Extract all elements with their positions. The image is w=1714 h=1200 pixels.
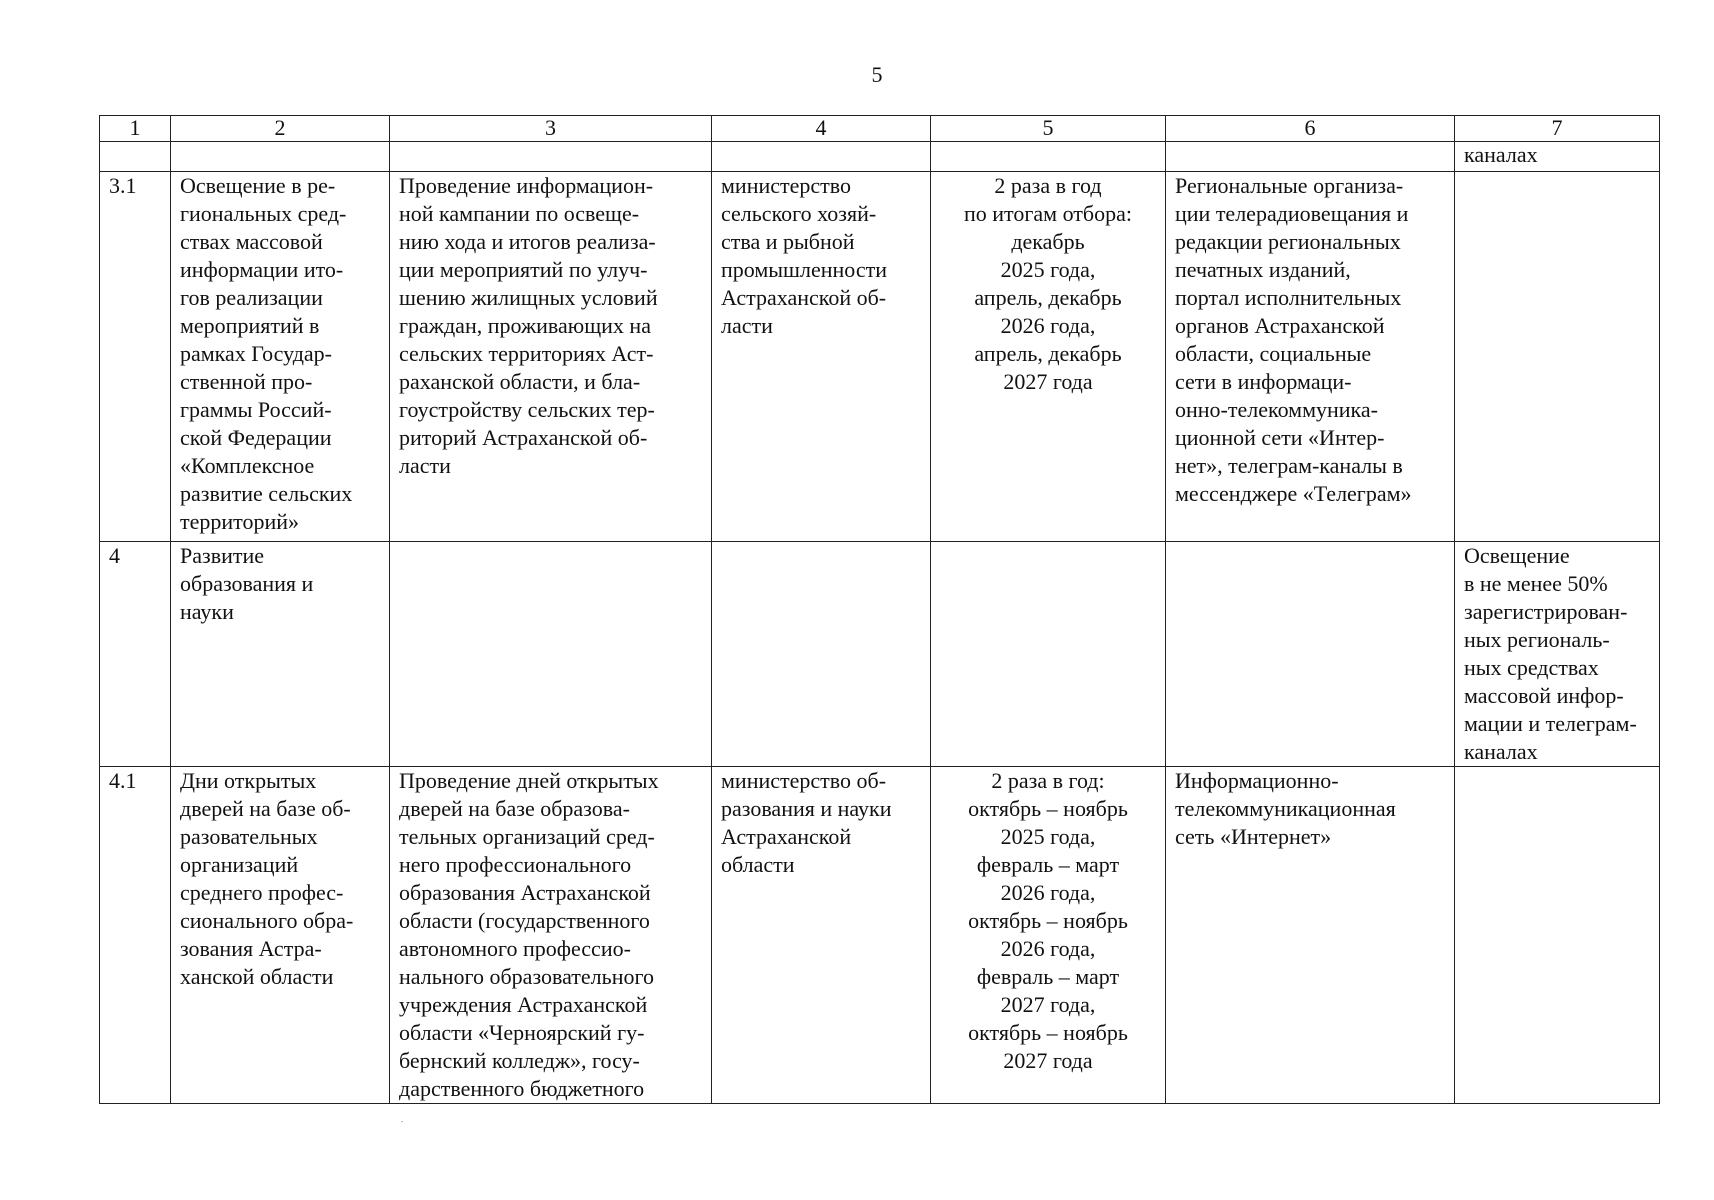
column-number-row <box>100 116 1660 142</box>
column-number: 5 <box>931 116 1166 142</box>
table-row <box>100 542 1660 767</box>
empty-cell <box>931 142 1166 172</box>
information-channels: Региональные организа- ции телерадиовещания и редакции региональных печатных изданий, портал исполнительных органов Астраханской области, социальные сети в информаци- онно-телекоммуника- ционной сети «Интер- нет», телеграм-каналы в мессенджере «Телеграм» <box>1166 172 1455 542</box>
responsible-body <box>712 542 931 767</box>
empty-cell <box>100 142 171 172</box>
continuation-text: каналах <box>1455 142 1660 172</box>
column-number: 7 <box>1455 116 1660 142</box>
responsible-body: министерство сельского хозяй- ства и рыбной промышленности Астраханской об- ласти <box>712 172 931 542</box>
schedule: 2 раза в год: октябрь – ноябрь 2025 года, февраль – март 2026 года, октябрь – ноябрь 2026 года, февраль – март 2027 года, октябрь – ноябрь 2027 года <box>931 767 1166 1104</box>
information-channels: Информационно- телекоммуникационная сеть «Интернет» <box>1166 767 1455 1104</box>
event-content: Проведение информацион- ной кампании по освеще- нию хода и итогов реализа- ции мероприятий по улуч- шению жилищных условий граждан, проживающих на сельских территориях Аст- раханской области, и бла- гоустройству сельских тер- риторий Астраханской об- ласти <box>390 172 712 542</box>
page-number: 5 <box>871 62 883 87</box>
empty-cell <box>171 142 390 172</box>
column-number: 4 <box>712 116 931 142</box>
column-number: 1 <box>100 116 171 142</box>
empty-cell <box>390 142 712 172</box>
row-number: 4 <box>100 542 171 767</box>
responsible-body: министерство об- разования и науки Астраханской области <box>712 767 931 1104</box>
target-indicator <box>1455 172 1660 542</box>
target-indicator <box>1455 767 1660 1104</box>
table-row <box>100 767 1660 1104</box>
schedule <box>931 542 1166 767</box>
column-number: 3 <box>390 116 712 142</box>
target-indicator: Освещение в не менее 50% зарегистрирован- ных региональ- ных средствах массовой инфор- мации и телеграм- каналах <box>1455 542 1660 767</box>
schedule: 2 раза в год по итогам отбора: декабрь 2025 года, апрель, декабрь 2026 года, апрель, декабрь 2027 года <box>931 172 1166 542</box>
event-name: Дни открытых дверей на базе об- разовательных организаций среднего профес- сионального обра- зования Астра- ханской области <box>171 767 390 1104</box>
row-number: 3.1 <box>100 172 171 542</box>
empty-cell <box>1166 142 1455 172</box>
event-content <box>390 542 712 767</box>
event-name: Освещение в ре- гиональных сред- ствах массовой информации ито- гов реализации мероприятий в рамках Государ- ственной про- граммы Россий- ской Федерации «Комплексное развитие сельских территорий» <box>171 172 390 542</box>
row-number: 4.1 <box>100 767 171 1104</box>
empty-cell <box>712 142 931 172</box>
column-number: 2 <box>171 116 390 142</box>
event-name: Развитие образования и науки <box>171 542 390 767</box>
scan-speck <box>401 1121 403 1122</box>
column-number: 6 <box>1166 116 1455 142</box>
event-content: Проведение дней открытых дверей на базе образова- тельных организаций сред- него профессионального образования Астраханской области (государственного автономного профессио- нального образовательного учреждения Астраханской области «Черноярский гу- бернский колледж», госу- дарственного бюджетного <box>390 767 712 1104</box>
table-row <box>100 172 1660 542</box>
measures-table <box>99 115 1660 1104</box>
continuation-row <box>100 142 1660 172</box>
information-channels <box>1166 542 1455 767</box>
